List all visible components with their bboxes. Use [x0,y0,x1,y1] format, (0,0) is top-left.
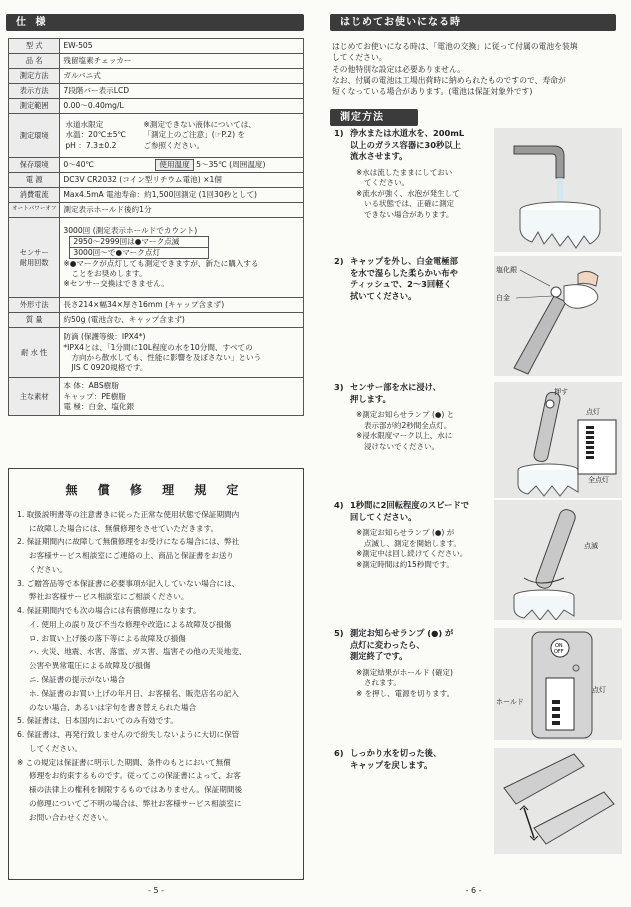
measure-title: 測定方法 [330,109,418,126]
hold-illustration [494,628,622,740]
intro-line: はじめてお使いになる時は、「電池の交換」に従って付属の電池を装填 [332,42,578,51]
step-text: 流水させます。 [350,151,408,162]
warranty-title: 無 償 修 理 規 定 [65,483,247,497]
faucet-illustration [494,128,622,252]
env-note: 「測定上のご注意」(☞P.2) を [143,130,246,140]
current-head: 消費電流 [9,188,60,203]
water-line: *IPX4とは、「1分間に10L程度の水を10分間、すべての [63,342,253,352]
step-6 [334,748,484,771]
step-note: ※ を押し、電源を切ります。 [356,688,455,698]
material-line: 電 極：白金、塩化銀 [63,401,135,411]
warranty-item: 5. 保証書は、日本国内においてのみ有効です。 [17,716,178,726]
step-number: 5) [334,628,344,638]
label-platinum: 白金 [496,294,510,302]
sensor-line: ※●マークが点灯しても測定できますが、新たに購入する [63,259,259,269]
env-line: pH ：7.3±0.2 [65,140,117,150]
step-note: できない場合があります。 [364,209,454,219]
step-note: ※測定結果がホールド (確定) [356,667,453,677]
power-head: 電 源 [9,173,60,188]
label-press: 押す [554,388,568,396]
step-number: 2) [334,256,344,266]
label-blink: 点滅 [584,542,598,550]
step-text: 押します。 [350,393,391,404]
intro-line: 短くなっている場合があります。(電池は保証対象外です) [332,87,533,97]
env-note: ※測定できない液体については、 [143,120,256,130]
use-temp-value: 5〜35℃ (周囲温度) [196,160,266,169]
warranty-item: ホ. 保証書のお買い上げの年月日、お客様名、販売店名の記入 [29,688,239,698]
warranty-item: の修理についてご不明の場合は、弊社お客様サービス相談室に [29,798,242,808]
warranty-item: のない場合、あるいは字句を書き替えられた場合 [29,702,197,712]
step-text: 浄水または水道水を、200mL [350,128,465,138]
step-note: されます。 [364,678,401,688]
step-text: 1秒間に2回転程度のスピードで [350,500,470,510]
step-text: キャップを外し、白金電極部 [350,256,458,266]
step-number: 6) [334,748,344,758]
warranty-item: 修理をお約束するものです。従ってこの保証書によって、お客 [29,771,241,781]
intro-line: その他特別な設定は必要ありません。 [332,64,466,74]
label-lit: 点灯 [586,408,600,416]
warranty-box [8,468,304,880]
step-note: 点滅し、測定を開始します。 [364,538,461,548]
immerse-illustration [494,382,622,498]
sensor-blink: 2950〜2999回は●マーク点滅 [69,236,209,247]
first-use-intro [332,41,617,97]
step-note: ※測定中は回し続けてください。 [356,549,468,559]
spec-value: EW-505 [60,39,304,54]
autooff-head: オートパワーオフ [9,203,60,218]
step-number: 1) [334,128,344,138]
step-note: ※測定時間は約15秒間です。 [356,559,454,569]
power-value: DC3V CR2032 (コイン型リチウム電池) ×1個 [60,173,304,188]
warranty-item: 公害や異常電圧による故障及び損傷 [29,661,151,671]
sensor-head: 耐用回数 [19,257,49,267]
warranty-item: お問い合わせください。 [29,812,113,822]
spec-head: 品 名 [9,54,60,69]
first-use-title: はじめてお使いになる時 [330,14,616,31]
intro-line: してください。 [332,53,387,63]
step-number: 3) [334,382,344,392]
label-all-lit: 全点灯 [588,476,609,484]
water-line: JIS C 0920規格です。 [71,362,148,372]
mass-head: 質 量 [9,313,60,328]
warranty-item: 様の法律上の権利を制限するものではありません。保証期間後 [29,785,243,795]
step-note: ※測定お知らせランプ (●) と [356,410,455,420]
step-note: ※測定お知らせランプ (●) が [356,528,455,538]
warranty-item: ロ. お買い上げ後の落下等による故障及び損傷 [29,633,186,643]
spec-head: 測定方法 [9,69,60,84]
warranty-item: ニ. 保証書の提示がない場合 [29,675,125,685]
intro-line: なお、付属の電池は工場出荷時に納められたものですので、寿命が [332,75,566,85]
use-temp-head: 使用温度 [155,159,193,171]
material-head: 主な素材 [9,378,60,416]
step-text: 点灯に変わったら、 [350,639,425,650]
warranty-item: 弊社お客様サービス相談室にご相談ください。 [29,592,189,602]
water-line: 方向から散水しても、性能に影響を及ぼさない」という [71,352,262,362]
current-value: Max4.5mA 電池寿命：約1,500回測定 (1回30秒として) [60,188,304,203]
env-line: 水道水限定 [65,120,104,130]
warranty-item: ください。 [29,564,67,574]
env-note: ご参照ください。 [143,140,205,150]
warranty-item: 2. 保証期間内に故障して無償修理をお受けになる場合には、弊社 [17,537,240,547]
right-page [316,0,631,907]
step-text: 拭いてください。 [350,290,417,301]
step-text: しっかり水を切った後、 [350,748,442,758]
on-text: ON [555,643,563,649]
step-note: ※水は流したままにしておい [356,167,453,177]
sensor-line: 3000回 (測定表示ホールドでカウント) [63,225,198,235]
warranty-item: してください。 [29,743,83,753]
label-chloride: 塩化銀 [496,266,517,274]
spec-title: 仕 様 [6,14,304,31]
spec-value: 0.00〜0.40mg/L [60,99,304,114]
step-number: 4) [334,500,344,510]
left-page [0,0,312,907]
mass-value: 約50g (電池含む、キャップ含まず) [60,313,304,328]
rotate-illustration [494,500,622,620]
step-text: 測定お知らせランプ (●) が [350,628,454,638]
material-line: 本 体：ABS樹脂 [63,381,119,391]
step-5 [334,628,484,699]
step-note: ※浸水限度マーク以上、水に [356,431,453,441]
spec-value: 残留塩素チェッカー [60,54,304,69]
step-2 [334,256,484,302]
warranty-item: イ. 使用上の誤り及び不当な修理や改造による故障及び損傷 [29,619,232,629]
warranty-item: 4. 保証期間内でも次の場合には有償修理になります。 [17,606,201,616]
size-value: 長さ214×幅34×厚さ16mm (キャップ含まず) [60,298,304,313]
warranty-item: お客様サービス相談室にご連絡の上、商品と保証書をお送り [29,551,235,561]
page-number: - 6 - [465,886,482,896]
size-head: 外形寸法 [9,298,60,313]
off-text: OFF [554,649,564,655]
spec-value: ガルバニ式 [60,69,304,84]
env-head: 測定環境 [9,114,60,158]
label-lit2: 点灯 [592,686,606,694]
spec-value: 7段階バー表示LCD [60,84,304,99]
water-head: 耐 水 性 [9,328,60,378]
spec-head: 型 式 [9,39,60,54]
wipe-illustration [494,256,622,376]
env-line: 水温：20℃±5℃ [65,130,127,140]
sensor-line: ※センサー交換はできません。 [63,279,169,289]
step-text: ティッシュで、2〜3回軽く [350,279,452,290]
spec-table [8,38,304,416]
step-text: 回してください。 [350,511,417,522]
step-3 [334,382,484,452]
label-hold: ホールド [496,698,524,706]
step-note: いる状態では、正確に測定 [364,199,454,209]
step-note: てください。 [364,178,409,188]
spec-head: 測定範囲 [9,99,60,114]
warranty-item: ハ. 火災、地震、水害、落雷、ガス害、塩害その他の天災地変、 [29,647,247,657]
sensor-line: ことをお奨めします。 [71,269,147,279]
step-note: ※流水が強く、水泡が発生して [356,188,460,198]
step-4 [334,500,484,570]
spec-head: 表示方法 [9,84,60,99]
warranty-list [17,509,295,824]
warranty-item: 3. ご贈答品等で本保証書に必要事項が記入していない場合には、 [17,578,240,588]
warranty-item: 6. 保証書は、再発行致しませんので紛失しないように大切に保管 [17,730,240,740]
sensor-lit: 3000回〜で●マーク点灯 [69,247,209,259]
material-line: キャップ：PE樹脂 [63,391,126,401]
storage-head: 保存環境 [9,158,60,173]
cap-illustration [494,748,622,854]
sensor-head: センサー [19,248,49,258]
water-line: 防滴 (保護等級：IPX4*) [63,332,146,342]
autooff-value: 測定表示ホールド後約1分 [60,203,304,218]
warranty-item: に故障した場合には、無償修理をさせていただきます。 [29,523,219,533]
step-text: センサー部を水に浸け、 [350,382,441,392]
page-number: - 5 - [148,886,164,896]
step-note: 浸けないでください。 [364,441,439,451]
step-text: 以上のガラス容器に30秒以上 [350,139,461,150]
storage-value: 0〜40℃ [63,160,94,169]
step-1 [334,128,484,220]
step-text: 測定終了です。 [350,651,408,662]
step-note: 表示部が約2秒間全点灯。 [364,420,452,430]
warranty-item: 1. 取扱説明書等の注意書きに従った正常な使用状態で保証期間内 [17,509,240,519]
step-text: キャップを戻します。 [350,759,433,770]
step-text: を水で湿らした柔らかい布や [350,267,458,278]
warranty-item: ※ この規定は保証書に明示した期間、条件のもとにおいて無償 [17,757,231,767]
